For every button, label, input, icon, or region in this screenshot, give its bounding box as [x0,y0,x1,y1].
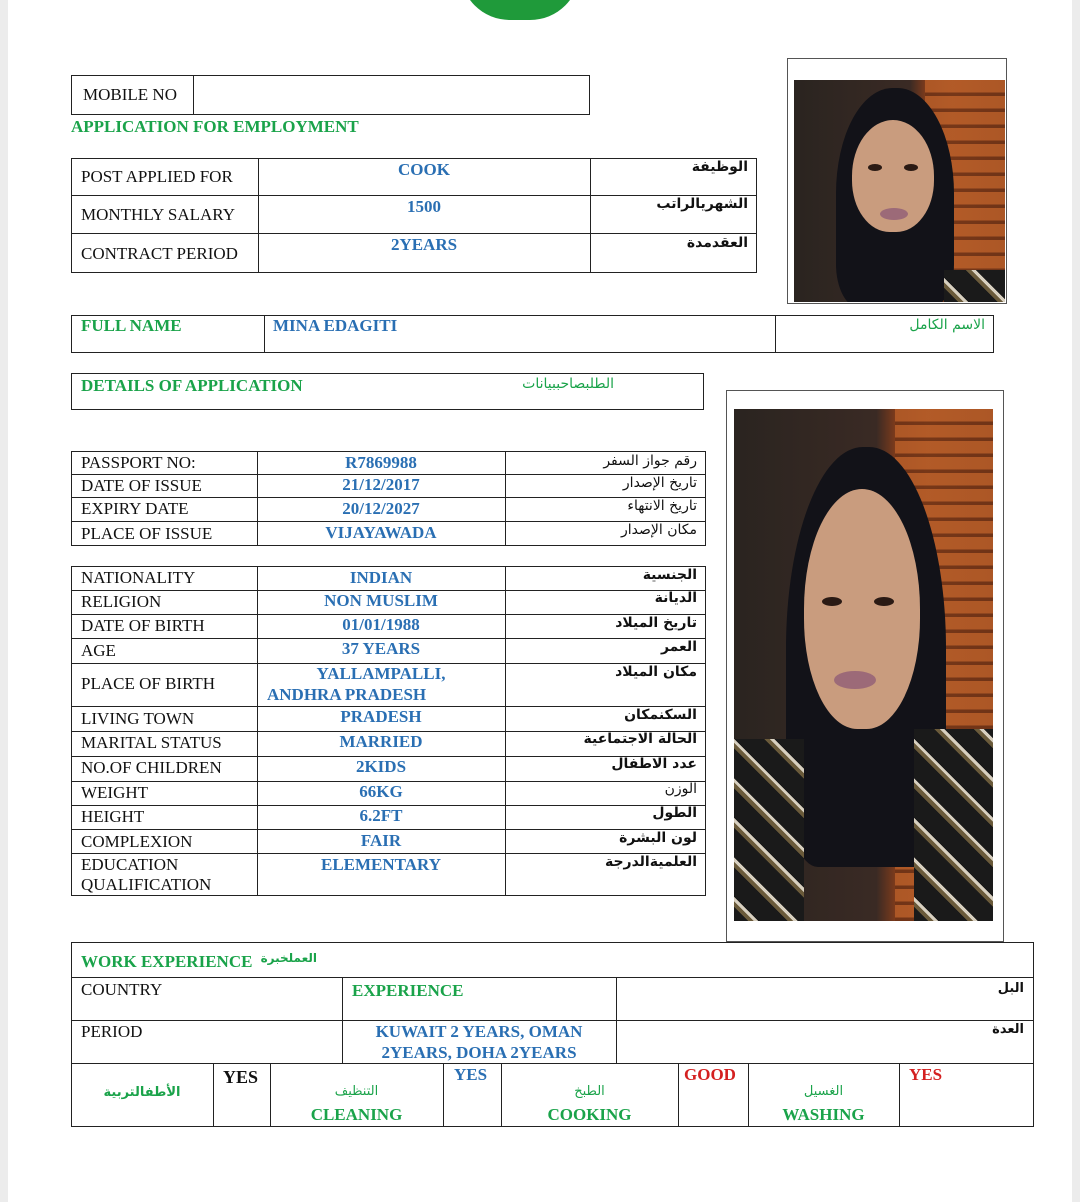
town-label: LIVING TOWN [81,709,195,728]
weight-label: WEIGHT [81,783,149,802]
nationality-value: INDIAN [349,568,413,587]
cleaning-label: CLEANING [310,1105,403,1124]
marital-value: MARRIED [339,732,423,751]
post-value: COOK [398,160,450,179]
post-ar: الوظيفة [691,159,748,175]
cooking-value: GOOD [684,1065,736,1084]
pob-value-line1: YALLAMPALLI, [316,664,446,683]
place-issue-ar: مكان الإصدار [621,522,697,538]
salary-value: 1500 [407,197,441,216]
agency-logo [460,0,580,20]
expiry-date-ar: تاريخ الانتهاء [627,498,697,514]
contract-label: CONTRACT PERIOD [81,244,238,263]
childcare-ar: الأطفالتربية [103,1085,181,1100]
nationality-label: NATIONALITY [81,568,196,587]
country-ar: البل [997,981,1024,996]
salary-ar: الشهريالراتب [656,196,748,212]
washing-label: WASHING [782,1105,865,1124]
children-label: NO.OF CHILDREN [81,758,222,777]
place-issue-label: PLACE OF ISSUE [81,524,213,543]
town-ar: السكنمكان [624,707,697,723]
full-name-value: MINA EDAGITI [273,316,398,335]
mobile-label: MOBILE NO [83,85,177,104]
passport-no-value: R7869988 [345,453,417,472]
passport-no-ar: رقم جواز السفر [603,453,697,469]
complexion-ar: لون البشرة [619,830,697,846]
contract-ar: العقدمدة [686,235,748,251]
childcare-value: YES [223,1067,259,1087]
religion-value: NON MUSLIM [324,591,438,610]
full-photo [734,409,993,921]
form-title: APPLICATION FOR EMPLOYMENT [71,117,359,136]
expiry-date-value: 20/12/2027 [342,499,420,518]
work-title: WORK EXPERIENCE [81,952,253,971]
issue-date-value: 21/12/2017 [342,475,420,494]
place-issue-value: VIJAYAWADA [325,523,437,542]
weight-value: 66KG [359,782,403,801]
work-title-ar: العملخبرة [260,951,317,965]
post-label: POST APPLIED FOR [81,167,233,186]
children-ar: عدد الاطفال [611,756,697,772]
town-value: PRADESH [340,707,422,726]
full-name-ar: الاسم الكامل [909,317,985,333]
cleaning-value: YES [454,1065,488,1084]
details-label: DETAILS OF APPLICATION [81,376,303,395]
period-ar: العدة [992,1022,1024,1037]
marital-ar: الحالة الاجتماعية [583,731,697,747]
expiry-date-label: EXPIRY DATE [81,499,189,518]
education-label-line2: QUALIFICATION [81,875,212,894]
salary-label: MONTHLY SALARY [81,205,235,224]
nationality-ar: الجنسية [642,567,697,583]
washing-ar: الغسيل [803,1084,844,1099]
period-value-line2: 2YEARS, DOHA 2YEARS [381,1043,577,1062]
dob-ar: تاريخ الميلاد [615,615,697,631]
cooking-label: COOKING [547,1105,632,1124]
issue-date-label: DATE OF ISSUE [81,476,202,495]
height-label: HEIGHT [81,807,145,826]
issue-date-ar: تاريخ الإصدار [622,475,697,491]
age-ar: العمر [660,639,697,655]
passport-photo [794,80,1005,302]
religion-ar: الديانة [654,590,697,606]
application-form [8,0,1072,1202]
cleaning-ar: التنظيف [334,1084,379,1099]
pob-value-line2: ANDHRA PRADESH [267,685,427,704]
pob-label: PLACE OF BIRTH [81,674,216,693]
marital-label: MARITAL STATUS [81,733,222,752]
contract-value: 2YEARS [390,235,458,254]
details-ar: الطلبصاحببيانات [522,376,614,392]
passport-no-label: PASSPORT NO: [81,453,196,472]
age-value: 37 YEARS [341,639,421,658]
dob-label: DATE OF BIRTH [81,616,205,635]
country-label: COUNTRY [81,980,163,999]
children-value: 2KIDS [355,757,407,776]
complexion-label: COMPLEXION [81,832,193,851]
dob-value: 01/01/1988 [342,615,420,634]
education-value: ELEMENTARY [321,855,441,874]
pob-ar: مكان الميلاد [615,664,697,680]
weight-ar: الوزن [664,781,697,797]
cooking-ar: الطبخ [574,1084,605,1099]
experience-label: EXPERIENCE [352,981,464,1000]
education-ar: العلميةالدرجة [604,854,697,870]
education-label-line1: EDUCATION [81,855,179,874]
religion-label: RELIGION [81,592,162,611]
height-ar: الطول [652,805,697,821]
washing-value: YES [909,1065,943,1084]
height-value: 6.2FT [359,806,403,825]
period-value-line1: KUWAIT 2 YEARS, OMAN [375,1022,583,1041]
period-label: PERIOD [81,1022,143,1041]
age-label: AGE [81,641,116,660]
complexion-value: FAIR [360,831,402,850]
full-name-label: FULL NAME [81,316,182,335]
